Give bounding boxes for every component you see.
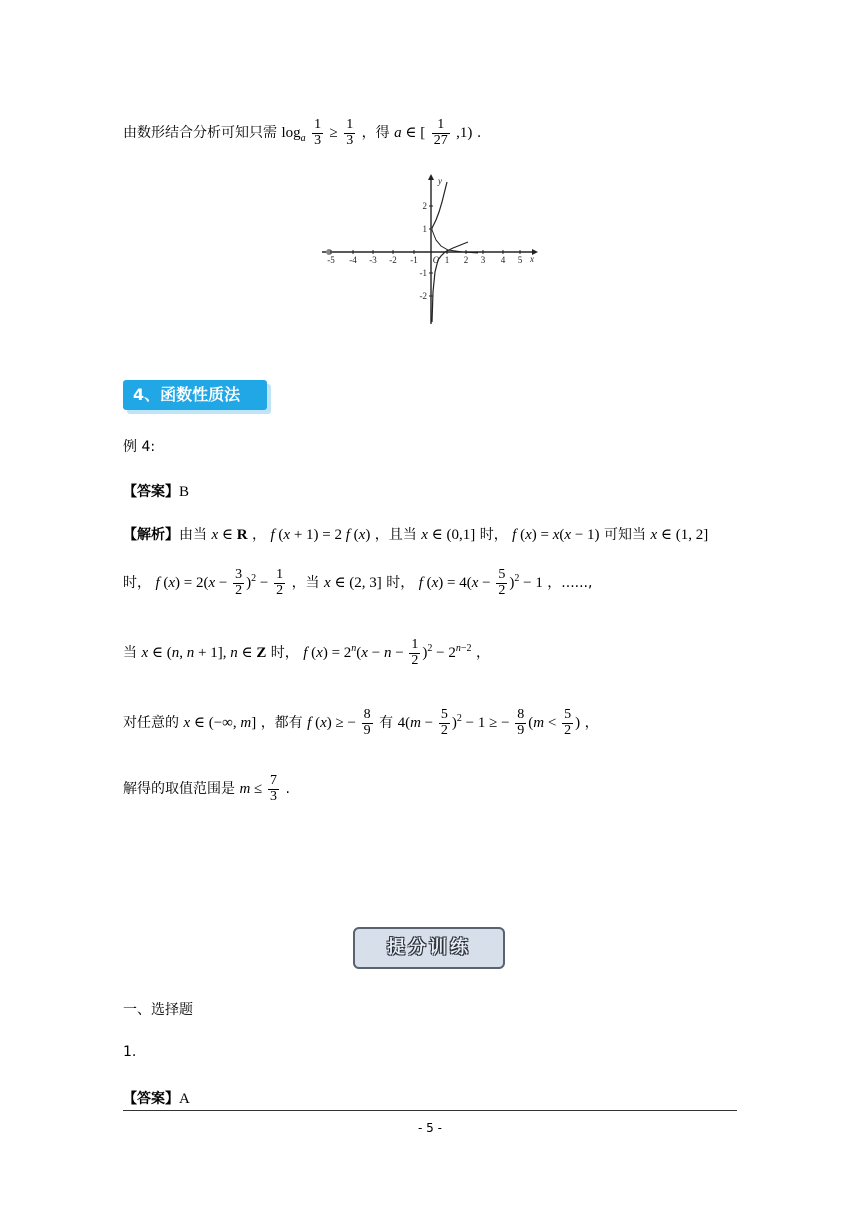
page-number: - 5 -: [418, 1121, 442, 1135]
x-tick-label: -5: [327, 255, 335, 265]
training-banner: 提分训练: [353, 927, 505, 969]
analysis-line-5: 解得的取值范围是 m ≤ $\frac{7}{3}$ .: [123, 773, 290, 804]
x-tick-label: 1: [444, 255, 450, 265]
y-axis-label: y: [438, 176, 442, 186]
section-title-badge: 4、函数性质法: [123, 380, 267, 410]
y-tick-label: -2: [419, 291, 427, 301]
footer-rule: [123, 1110, 737, 1111]
x-tick-label: -3: [369, 255, 377, 265]
analysis-line-4: 对任意的 x ∈ (−∞, m] ，都有 f (x) ≥ − $\frac{8}{9}$ 有 4(m − $\frac{5}{2}$ )$^2$ − 1 ≥ − $\frac{8}{9}$ (m < $\frac{5}{2}$ ) ，: [123, 707, 599, 738]
x-tick-label: 3: [480, 255, 486, 265]
x-tick-label: -2: [389, 255, 397, 265]
y-tick-label: 1: [422, 224, 427, 234]
question-number: 1.: [123, 1044, 137, 1060]
x-tick-label: 2: [463, 255, 469, 265]
example-label: 例 4:: [123, 439, 156, 455]
function-graph: [318, 172, 538, 328]
analysis-line-2: 时， f (x) = 2(x − $\frac{3}{2}$ )$^2$ − $\frac{1}{2}$ ，当 x ∈ (2, 3] 时， f (x) = 4(x − $\frac{5}{2}$ )$^2$ − 1 ，......,: [123, 567, 593, 598]
x-axis-label: x: [530, 254, 534, 264]
x-tick-label: 4: [500, 255, 506, 265]
y-tick-label: -1: [419, 268, 427, 278]
answer-line: 【答案】B: [123, 484, 190, 500]
exercise-heading: 一、选择题: [123, 1002, 193, 1018]
analysis-line-1: 【解析】由当 x ∈ R ， f (x + 1) = 2 f (x) ，且当 x ∈ (0,1] 时， f (x) = x(x − 1) 可知当 x ∈ (1, 2]: [123, 527, 709, 543]
conclusion-line: 由数形结合分析可知只需 $\log_a$ $\frac{1}{3}$ ≥ $\frac{1}{3}$ ，得 a ∈ [ $\frac{1}{27}$ ,1) .: [123, 117, 482, 148]
answer-line-2: 【答案】A: [123, 1091, 190, 1107]
x-tick-label: -1: [410, 255, 418, 265]
y-tick-label: 2: [422, 201, 427, 211]
x-tick-label: -4: [349, 255, 357, 265]
origin-label: O: [432, 255, 440, 265]
x-tick-label: 5: [517, 255, 523, 265]
analysis-line-3: 当 x ∈ (n, n + 1], n ∈ Z 时， f $(x) = 2^n(x - n$ − $\frac{1}{2}$ )$^2 - 2^{n-2}$ ，: [123, 637, 490, 668]
